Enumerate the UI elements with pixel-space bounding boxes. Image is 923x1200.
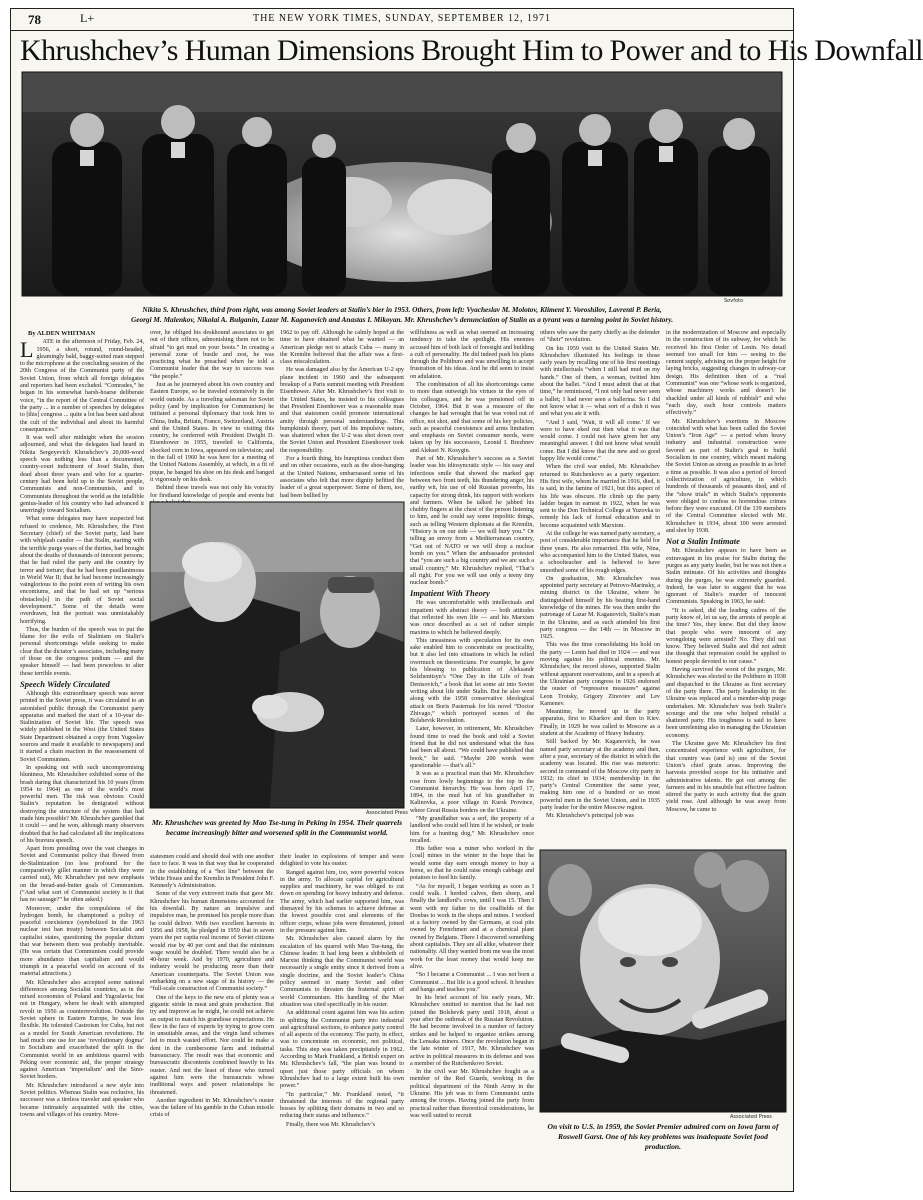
- paragraph: their leader in explosions of temper and were delighted to vote his ouster.: [280, 854, 404, 868]
- paragraph: Moreover, under the compulsions of the hydrogen bomb, he championed a policy of peaceful coexistence (symbolized in the 1963 nuclear test ban treaty) between Socialist and capitalist states, questioning the popular dictum that war between them was probably inevitable. (He was certain that Communism could provide more abundance than capitalism and would triumph in a peaceful world on account of its material attractions.): [20, 905, 144, 978]
- paragraph: Just as he journeyed about his own country and Eastern Europe, so he traveled extensively in the world outside. As a traveling salesman for Soviet policy (and by implication for Communism) he initiated a personal diplomacy that took him to China, India, Britain, France, Switzerland, Austria and the United States. In view to visiting this country, he conferred with President Dwight D. Eisenhower in 1955, traveled to California, shocked corn in Iowa, appeared on television; and in the fall of 1960 he was here for a meeting of the United Nations Assembly, at which, in a fit of pique, he banged his shoe on his desk and banged it vigorously on his desk.: [150, 382, 274, 483]
- paragraph: in the modernization of Moscow and especially in the construction of its subway, for which he received his first Order of Lenin. No detail seemed too small for him — seeing to the cement supply, advising on the proper height for laying bricks, suggesting changes in subway-car design. His definition then of a “real Communist” was one “whose work is organized, whose machinery works and doesn’t lie shackled under all kinds of rubbish” and who “each day, each hour controls matters effectively.”: [666, 330, 786, 417]
- paragraph: Mr. Khrushchev appears to have been as extravagant in his praise for Stalin during the purges as any party leader, but he was not then a Stalin intimate. Of his activities and thoughts during the purges, he was extremely guarded. Indeed, he was later to suggest that he was ignorant of Stalin’s murder of innocent Communists. Speaking in 1963, he said:: [666, 548, 786, 606]
- subhead-speech: Speech Widely Circulated: [20, 678, 110, 689]
- page-marker: L+: [80, 11, 95, 25]
- bottom-photo-credit: Associated Press: [730, 1114, 772, 1120]
- mid-photo-caption: Mr. Khrushchev was greeted by Mao Tse-tung in Peking in 1954. Their quarrels became increasingly bitter and worsened split in the Communist world.: [151, 818, 403, 837]
- byline: By ALDEN WHITMAN: [28, 330, 96, 337]
- paragraph: “It is asked, did the leading cadres of the party know of, let us say, the arrests of people at the time? Yes, they knew. But did they know that people who were innocent of any wrongdoing were arrested? No. They did not know. They believed Stalin and did not admit the thought that repression could be applied to honest people devoted to our cause.”: [666, 607, 786, 665]
- iowa-corn-photo: [540, 850, 786, 1112]
- subhead-impatient: Impatient With Theory: [410, 588, 490, 599]
- article-column-1: [20, 330, 144, 1188]
- headline: Khrushchev’s Human Dimensions Brought Him to Power and to His Downfall: [20, 34, 923, 67]
- paragraph: Still backed by Mr. Kaganovich, he was named party secretary at the academy and then, after a year, secretary of the district in which the academy was located. His rise was meteoric: second in command of the Moscow city party in 1932; its chief in 1934; membership in the party’s Central Committee the same year, making him one of a hundred or so most powerful men in the Soviet Union, and in 1935 party leader for the entire Moscow region.: [540, 739, 660, 811]
- stalin-bier-photo: [22, 72, 782, 296]
- paragraph: In speaking out with such uncompromising bluntness, Mr. Khrushchev exhibited some of the brash daring that characterized his 10 years (from 1954 to 1964) as one of the world’s most powerful men. The risk was obvious: Could Stalin’s reputation be denigrated without destroying the structure of the system that had made him possible? Mr. Khrushchev gambled that it could — and he won, although many observers doubted that he had calculated all the implications of his bravura speech.: [20, 764, 144, 844]
- paragraph: He was uncomfortable with intellectuals and impatient with abstract theory — both attitudes that reflected his own life — and his Marxism was once described as a set of rather simple maxims to which he believed deeply.: [410, 600, 534, 636]
- paragraph: It was well after midnight when the session adjourned, and what the delegates had heard in Nikita Sergeyevich Khrushchev’s 20,000-word speech was nothing less than a documented, country-court indictment of Josef Stalin, then dead about three years and who for a quarter-century had been held up to the Soviet people, Communists and non-Communists, and to Communists throughout the world as the infallible genius-leader of his country who had advanced it unerringly toward Socialism.: [20, 435, 144, 515]
- paragraph: Another ingredient in Mr. Khrushchev’s ouster was the failure of his gamble in the Cuban missile crisis of: [150, 1097, 274, 1119]
- paragraph: This was the time consolidating his hold on the party — Lenin had died in 1924 — and was moving against his political enemies. Mr. Khrushchev, the record shows, supported Stalin without apparent reservations, and in a speech at the Ukrainian party congress in 1926 endorsed the ouster of “repressive measures” against Leon Trotsky, Grigory Zinoviev and Lev Kamenev.: [540, 642, 660, 707]
- paragraph: His father was a miner who worked in the [coal] mines in the winter in the hope that he would some day earn enough money to buy a horse, so that he could raise enough cabbage and potatoes to feed his family.: [410, 846, 534, 882]
- article-column-3-bottom: [280, 854, 404, 1188]
- paragraph: Mr. Khrushchev’s principal job was: [546, 813, 634, 820]
- paragraph: “In particular,” Mr. Frankland noted, “it threatened the interests of the regional party bosses by splitting their domains in two and so reducing their status and influence.”: [280, 1091, 404, 1120]
- paragraph: Some of the very extrovert traits that gave Mr. Khrushchev his human dimensions accounted for his downfall. By nature an impulsive and impulsive man, he promised his people more than he could deliver. With two excellent harvests in 1956 and 1958, he pledged in 1959 that in seven years the per capita real income of Soviet citizens would rise by 40 per cent and that the minimum wage would be doubled. There would also be a 40-hour week. And by 1970, agriculture and industry would be producing more than their American counterparts. The Soviet Union was embarking on a new stage of its history — the “full-scale construction of Communist society.”: [150, 891, 274, 993]
- paragraph: He was damaged also by the American U-2 spy plane incident in 1960 and the subsequent breakup of a Paris summit meeting with President Eisenhower. After Mr. Khrushchev’s first visit to the United States, he insisted to his colleagues that President Eisenhower was a reasonable man and that statesmen could promote international amity through personal understandings. This bumpkinish theory, part of his impulsive nature, was shattered when the U-2 was shot down over the Soviet Union and President Eisenhower took the responsibility.: [280, 367, 404, 454]
- paragraph: The combination of all his shortcomings came to more than outweigh his virtues in the eyes of his colleagues, and he was pensioned off in October, 1964. But it was a measure of the changes he had wrought that he was voted out of office, not shot, and that some of his key policies, such as peaceful coexistence and arms limitation and emphasis on Soviet consumer needs, were taken up by his successors, Leonid I. Brezhnev and Aleksei N. Kosygin.: [410, 382, 534, 454]
- paragraph: In the civil war Mr. Khrushchev fought as a member of the Red Guards, working in the political department of the Ninth Army in the Ukraine. His job was to form Communist units among the troops. Having joined the party from practical rather than theoretical considerations, he was well suited to recruit: [410, 1069, 534, 1119]
- paragraph: Mr. Khrushchev also caused alarm by the escalation of his quarrel with Mao Tse-tung, the Chinese leader. It had long been a shibboleth of Marxist thinking that the Communist world was necessarily a single entity since it derived from a single doctrine, and the Soviet leader’s China policy seemed to many Soviet and other Communists to threaten the fraternal spirit of world Communism. His handling of the Mao situation was cited specifically in his ouster.: [280, 936, 404, 1008]
- paragraph: Although this extraordinary speech was never printed in the Soviet press, it was circulated to an astonished public through the Communist party apparatus and marked the start of a 10-year de-Stalinization of Soviet life. The speech was widely published in the West (the United States State Department obtained a copy from Yugoslav sources and made it available to newspapers) and it started a chain reaction in the reassessment of Soviet Communism.: [20, 690, 144, 763]
- article-column-2-bottom: [150, 854, 274, 1188]
- top-photo-credit: Sovfoto: [724, 298, 744, 304]
- paragraph: statesmen could and should deal with one another face to face. It was in that way that he cooperated in the establishing of a “hot line” between the White House and the Kremlin in President John F. Kennedy’s Administration.: [150, 854, 274, 890]
- article-column-6: [666, 330, 786, 846]
- paragraph: Thus, the burden of the speech was to put the blame for the evils of Stalinism on Stalin’s personal shortcomings while seeking to make clear that the dictator’s associates, including many of those on the congress podium — and the speaker himself — had been powerless to alter those terrible events.: [20, 626, 144, 677]
- paragraph: “And I said, ‘Wait, it will all come.’ If we were to have eked out then what it was that would come. I could not have given her any meaningful answer. I did not know what would come. But I did know that the new and so good happy life would come.”: [540, 419, 660, 463]
- top-photo-caption: [22, 305, 782, 325]
- paragraph: ATE in the afternoon of Friday, Feb. 24, 1956, a short, rotund, round-headed, gleamingly bald, baggy-suited man stepped to the microphone at the concluding session of the 20th Congress of the Communist party of the Soviet Union, from which all foreign delegates and reporters had been excluded. “Comrades,” he began in his somewhat harsh-hoarse deliberate voice, “in the report of the Central Committee of the party ... in a number of speeches by delegates to [this] congress ... quite a lot has been said about the cult of the individual and about its harmful consequences.”: [20, 339, 144, 433]
- paragraph: “As for myself, I began working as soon as I could walk. I herded calves, then sheep, and finally the landlord’s cows, until I was 15. Then I went with my father to the coalfields of the Donbas to work in the shops and mines. I worked at a factory owned by the Germans, at coal pits owned by Frenchmen and at a chemical plant owned by Belgians. There I discovered something about capitalists. They are all alike, whatever their nationality. All they wanted from me was the most work for the least money that would keep me alive.: [410, 883, 534, 970]
- paragraph: In his brief account of his early years, Mr. Khrushchev omitted to mention that he had not joined the Bolshevik party until 1918, about a year after the outbreak of the Russian Revolution. He had become involved in a number of factory strikes and he helped to organize strikes among the Lensaka miners. Once the revolution began in the late winter of 1917, Mr. Khrushchev was active in political measures in its defense and was a member of the Rutchenkovo Soviet.: [410, 995, 534, 1067]
- article-column-2-top: [150, 330, 274, 498]
- article-column-4: [410, 330, 534, 1188]
- paragraph: What some delegates may have suspected but refused to credence, Mr. Khrushchev, the First Secretary (chief) of the Soviet party, laid bare with whiplash candor — that Stalin, starting with the terrible purge years of the thirties, had brought about the deaths of thousands of innocent persons; that he had ruled the party and the country by terror and torture; that he had been pusillanimous in World War II; that he had become increasingly vainglorious to the point even of writing his own encomiums, and that he had set up “serious obstacles[s] in the path of Soviet social development.” Some of the details were overdrawn, but the portrait was unmistakably horrifying.: [20, 516, 144, 625]
- paragraph: others who saw the party chiefly as the defender of “their” revolution.: [540, 330, 660, 344]
- paragraph: It was as a practical man that Mr. Khrushchev rose from lowly beginnings to the top in the Communist hierarchy. He was born April 17, 1894, in the mud hut of his grandfather in Kalinovka, a poor village in Kursk Province, where Great Russia borders on the Ukraine.: [410, 771, 534, 814]
- mao-greeting-photo: [150, 502, 404, 808]
- paragraph: “So I became a Communist ... I was not born a Communist ... But life is a good school. It brushes and bangs and teaches you.”: [410, 972, 534, 993]
- paragraph: At the college he was named party secretary, a post of considerable importance that he held for three years. He also remarried. His wife, Nina, who accompanied him to the United States, was a schoolteacher and is believed to have smoothed some of his rough edges.: [540, 531, 661, 574]
- paragraph: over, he obliged his deskhound associates to get out of their offices, admonishing them not to be afraid “to get mud on your boots.” In creating a personal zone of bustle and zest, he was practicing what he preached when he told a Communist leader that the way to success was “the people.”: [150, 330, 274, 380]
- paragraph: Having survived the worst of the purges, Mr. Khrushchev was elected to the Politburo in 1938 and dispatched to the Ukraine as first secretary of the party there. The party leadership in the Ukraine was replaced and a member-ship purge undertaken. Mr. Khrushchev was both Stalin’s scourge and the one who helped rebuild a shattered party. His toughness is said to have been unrelenting also in managing the Ukrainian economy.: [666, 667, 786, 739]
- subhead-stalin: Not a Stalin Intimate: [666, 536, 740, 547]
- paragraph: Behind these travels was not only his voracity for firsthand knowledge of people and events but: [150, 485, 274, 499]
- paragraph: The Ukraine gave Mr. Khrushchev his first concentrated experience with agriculture, for that country was (and is) one of the Soviet Union’s chief grain areas. Improving the harvests provided scope for his initiative and administrative talents. He got out among the farmers and in his unsubtle but effective fashion stirred the party to such activity that the grain yield rose. And although he was away from Moscow, he came to: [666, 741, 786, 813]
- top-caption-line-1: Nikita S. Khrushchev, third from right, was among Soviet leaders at Stalin’s bier in 1953. Others, from left: Vyacheslav M. Molotov, Kliment Y. Voroshilov, Lavrenti P. Beria,: [142, 305, 662, 314]
- page-number: 78: [28, 12, 41, 27]
- paragraph: 1962 to pay off. Although he calmly hoped at the time to have obtained what he wanted — an American pledge not to attack Cuba — many in the Kremlin believed that the affair was a first-class miscalculation.: [280, 330, 404, 366]
- mid-photo-credit: Associated Press: [366, 810, 408, 816]
- paragraph: Mr. Khrushchev introduced a new style into Soviet politics. Whereas Stalin was reclusive, his successor was a tireless traveler and speaker who became intimately acquainted with the cities, towns and villages of his country. More-: [20, 1082, 144, 1118]
- paragraph: Apart from presiding over the vast changes in Soviet and Communist policy that flowed from de-Stalinization (no less profound for the comparatively gillet manner in which they were carried out), Mr. Khrushchev put new emphasis on the bread-and-butter goals of Communism. (“And what sort of Communist society is it that has no sausage?” he often asked.): [20, 846, 144, 904]
- paragraph: Mr. Khrushchev also accepted some national differences among Socialist countries, as in the mixed economies of Poland and Yugoslavia; but not in Hungary, where he dealt with attempted revolt in 1956 as counterrevolution. Outside the Soviet sphere in Eastern Europe, he was less flexible. He tolerated Castroism for Cuba, but not as a model for South American revolutions. He had much one use for use ‘revolutionary dogma’ in Socialism and exacerbated the split in the Communist world in an ambitious quarrel with Peking over economic aid, the proper strategy against American ‘imperialism’ and the Sino-Soviet borders.: [20, 979, 144, 1081]
- paragraph: On his 1959 visit to the United States Mr. Khrushchev illustrated his feelings in those early years by recalling one of his first meetings with intellectuals “when I still had mud on my hands.” One of them, a woman, twitted him about the ballet. “And I must admit that at that time,” he reminisced, “I not only had never seen a ballet; I had never seen a ballerina. So I did not know what it — what sort of a dish it was and what you ate it with.: [540, 345, 660, 418]
- paragraph: For a fourth thing, his bumptious conduct then and on other occasions, such as the shoe-banging at the United Nations, embarrassed some of his associates who felt that more dignity befitted the leader of a great superpower. Some of them, too, had been bullied by: [280, 456, 404, 499]
- paragraph: When the civil war ended, Mr. Khrushchev returned to Rutchenkovo as a party organizer. His first wife, whom he married in 1916, died, it is said, in the famine of 1921, but this aspect of his life was obscure. He climb up the party ladder began in earnest in 1922, when he was sent to the Don Technical College at Yuzovka to remedy his lack of formal education and to become acquainted with Marxism.: [540, 464, 660, 529]
- folio: THE NEW YORK TIMES, SUNDAY, SEPTEMBER 12, 1971: [252, 13, 552, 24]
- paragraph: Finally, there was Mr. Khrushchev’s: [286, 1121, 375, 1128]
- paragraph: Part of Mr. Khrushchev’s success as a Soviet leader was his idiosyncratic style — his easy and infectious smile that showed the marked gap between two front teeth, his thundering anger, his earthy wit, his use of old Russian proverbs, his capacity for strong drink, his rapport with workers and farmers. When he talked he jabbed his chubby fingers at the chest of the person listening to him, and he could say some impolitic things, such as telling Western diplomats at the Kremlin, “History is on our side — we will bury you.” Or telling an envoy from a Mediterranean country, “Get out of NATO or we will drop a nuclear bomb on you.” When the ambassador protested that “you are such a big country and we are such a small country,” Mr. Khrushchev replied, “That’s all right. For you we will use only a teeny tiny nuclear bomb.”: [410, 456, 534, 587]
- masthead-line: [10, 8, 794, 31]
- drop-cap: L: [20, 337, 34, 363]
- paragraph: One of the keys to the new era of plenty was a gigantic stride in meat and grain production. But try and improve as he might, he could not achieve an output to match his grandiose expectations. He flew in the face of experts by trying to grow corn in unsuitable areas, and the virgin land schemes led to much wasted effort. Nor could he make a dent in the cumbersome farm and industrial bureaucracy. The result was that economic and bureaucratic discontents combined heavily to his ouster. And not the least of those who turned against him were the bureaucrats whose traditional ways and power relationships he threatened.: [150, 994, 274, 1096]
- article-column-5: [540, 330, 660, 846]
- paragraph: “My grandfather was a serf, the property of a landlord who could sell him if he wished, or trade him for a hunting dog,” Mr. Khrushchev once recalled.: [410, 816, 534, 844]
- paragraph: willfulness as well as what seemed an increasing tendency to take the spotlight. His enemies accused him of both lack of foresight and building a cult of personality. He did indeed push his plans through the Politburo and was unwilling to accept frustration of his ideas. And he did seem to insist on adulation.: [410, 330, 534, 380]
- paragraph: Mr. Khrushchev’s exertions in Moscow coincided with what has been called the Soviet Union’s “Iron Age” — a period when heavy industry and industrial construction were favored as part of Stalin’s goal to build Socialism in one country, which meant making the Soviet Union as strong as possible in as brief a time as possible. It was also a period of forced collectivization of agriculture, in which hundreds of thousands of peasants died, and of the “show trials” in which Stalin’s opponents were obliged to confess to horrendous crimes before they were executed. Of the 139 members of the Central Committee elected with Mr. Khrushchev in 1934, about 100 were arrested and shot by 1938.: [666, 418, 786, 535]
- paragraph: Ranged against him, too, were powerful voices in the army. To allocate capital for agricultural supplies and machinery, he was obliged to cut down on spending for heavy industry and defense. The army, which had earlier supported him, was dismayed by his schemes to achieve defense at the lowest possible cost and elements of the officer corps, whose jobs were threatened, joined in the pressure against him.: [280, 869, 404, 934]
- paragraph: On graduation, Mr. Khrushchev was appointed party secretary at Petrovo-Marinsky, a mining district in the Ukraine, where he distinguished himself by his beating first-hand knowledge of the mines. He was then under the patronage of Lazar M. Kaganovich, Stalin’s man in the Ukraine, and as such attended his first party congress — the 14th — in Moscow in 1925.: [540, 575, 660, 641]
- bottom-photo-caption: On visit to U.S. in 1959, the Soviet Premier admired corn on Iowa farm of Roswell Garst. One of his key problems was inadequate Soviet food production.: [547, 1122, 779, 1151]
- paragraph: Later, however, in retirement, Mr. Khrushchev found time to read the book and told a Soviet friend that he did not understand what the fuss had been all about. “We could have published that book,” he said. “Maybe 200 words were questionable — that’s all.”: [410, 726, 534, 769]
- top-caption-line-2: Georgi M. Malenkov, Nikolai A. Bulganin, Lazar M. Kaganovich and Anastas I. Mikoyan. Mr. Khrushchev’s denunciation of Stalin as a tyrant was a turning point in Soviet history.: [130, 315, 674, 324]
- paragraph: This uneasiness with speculation for its own sake enabled him to concentrate on practicality, but it also led into situations in which he relied overmuch on theoreticians. For example, he gave his blessing to publication of Aleksandr Solzhenitsyn’s “One Day in the Life of Ivan Denisovich,” a book that let some air into Soviet writing about life under Stalin. But he also went along with the 1958 conservative ideological attack on Boris Pasternak for his novel “Doctor Zhivago,” which portrayed scenes of the Bolshevik Revolution.: [410, 637, 534, 725]
- article-column-3-top: [280, 330, 404, 498]
- paragraph: Meantime, he moved up in the party apparatus, first to Kharkov and then to Kiev. Finally, in 1929 he was called to Moscow as a student at the Academy of Heavy Industry.: [540, 709, 660, 738]
- paragraph: An additional count against him was his action in splitting the Communist party into industrial and agricultural sections, to enhance party control of all aspects of the economy. The party, in effect, was to concentrate on economic, not political, tasks. This step was taken precipitately in 1962. According to Mark Frankland, a British expert on Mr. Khrushchev’s fall, “the plan was bound to upset just those party officials on whom Khrushchev had to a large extent built his own power.”: [280, 1010, 404, 1090]
- newspaper-page: [10, 8, 923, 1192]
